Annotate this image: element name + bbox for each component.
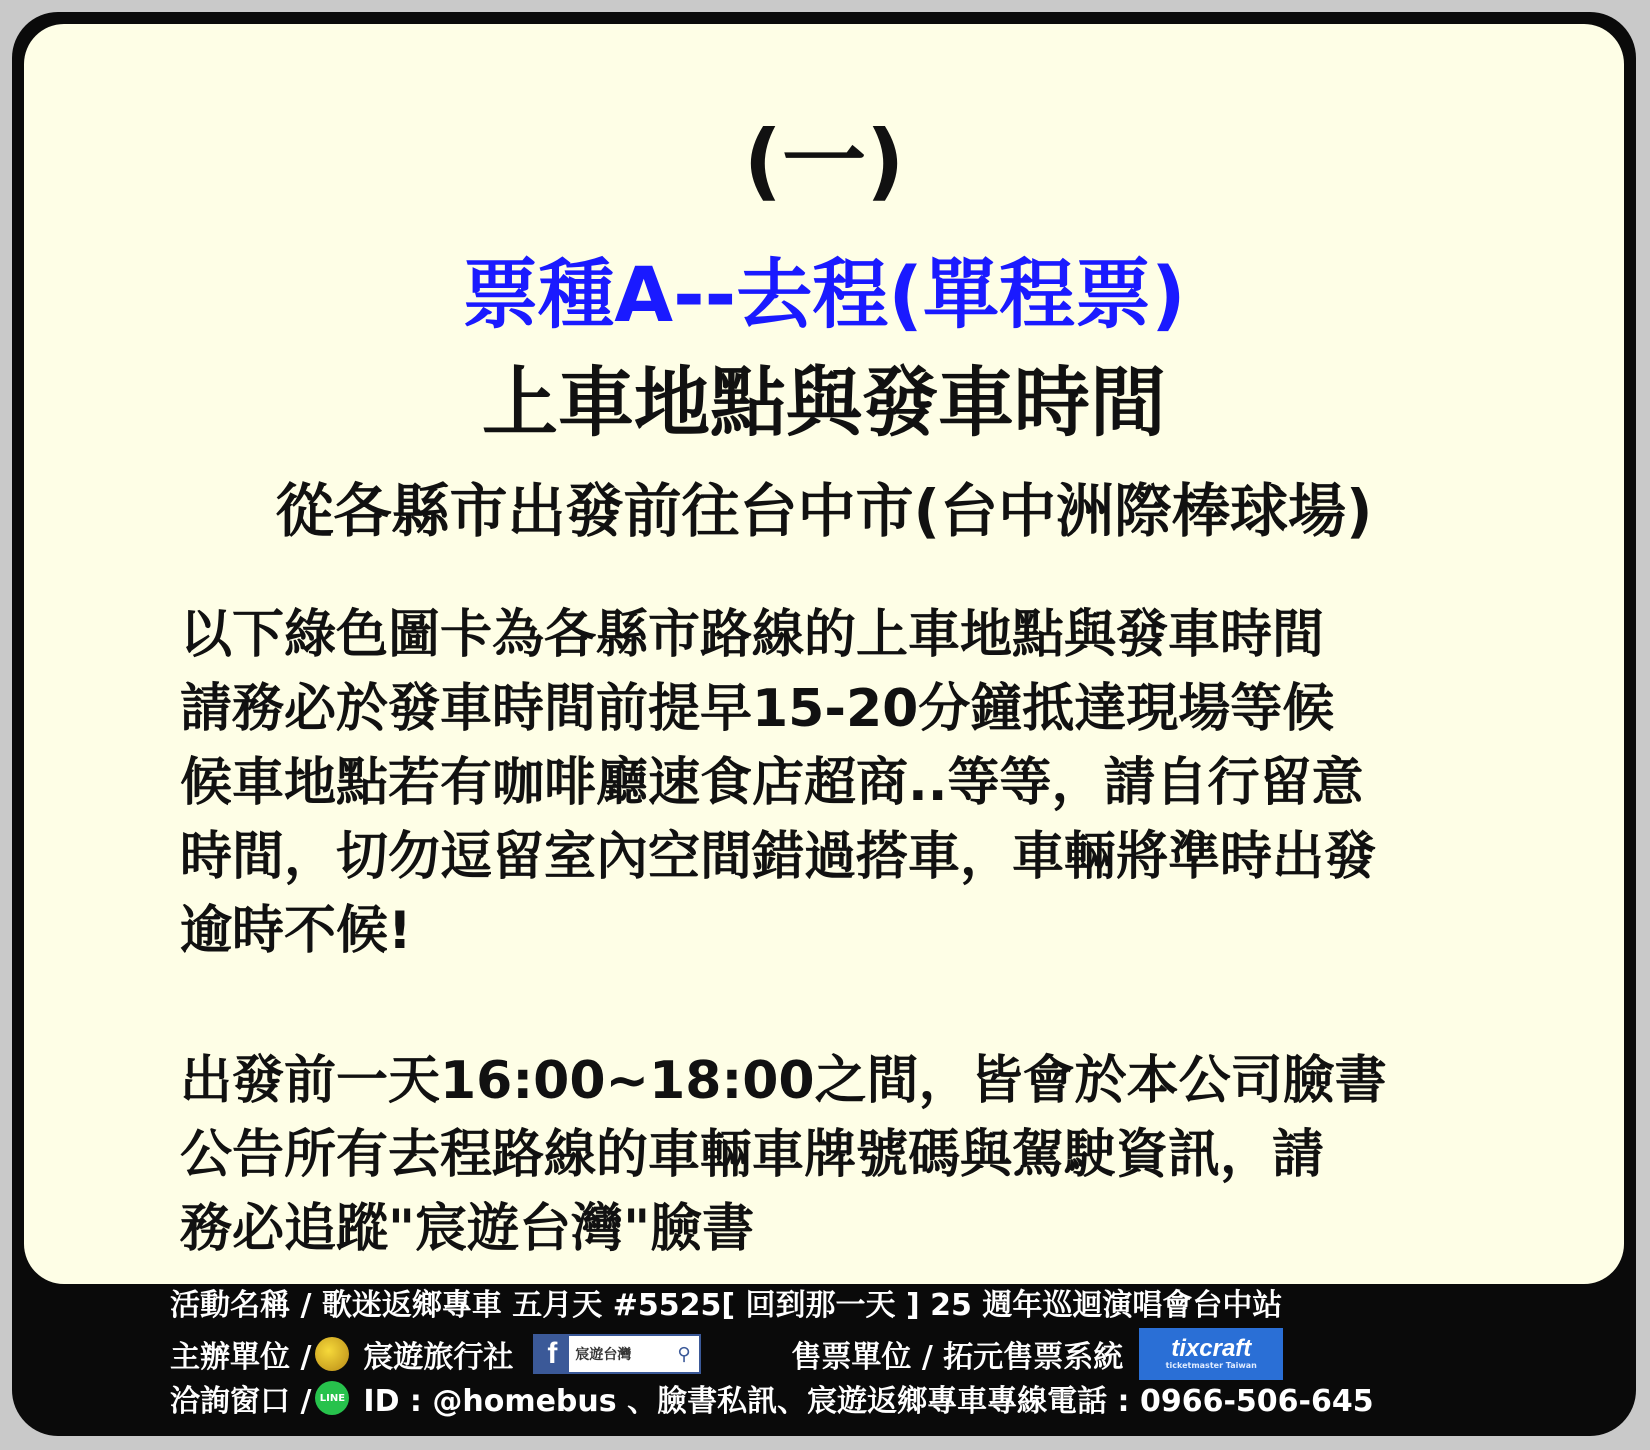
footer-contact-line <box>170 1376 1374 1420</box>
facebook-search-box[interactable] <box>533 1334 701 1374</box>
route-subtitle: 從各縣市出發前往台中市(台中洲際棒球場) <box>275 477 1373 545</box>
boarding-instructions <box>180 598 1560 968</box>
instruction-line: 以下綠色圖卡為各縣市路線的上車地點與發車時間 <box>180 605 1325 665</box>
info-panel <box>24 24 1624 1284</box>
organizer-name: 宸遊旅行社 <box>363 1340 514 1375</box>
footer-event-line <box>170 1280 1282 1324</box>
instruction-line: 候車地點若有咖啡廳速食店超商..等等，請自行留意 <box>180 753 1364 813</box>
poster-frame <box>12 12 1636 1436</box>
contact-info: ID : @homebus 、臉書私訊、宸遊返鄉專車專線電話 : 0966-506-645 <box>363 1384 1374 1419</box>
headline: 上車地點與發車時間 <box>482 358 1166 447</box>
footer-organizer-line <box>170 1328 1283 1380</box>
instruction-line: 時間，切勿逗留室內空間錯過搭車，車輛將準時出發 <box>180 827 1377 887</box>
notice-line: 公告所有去程路線的車輛車牌號碼與駕駛資訊，請 <box>180 1125 1325 1185</box>
contact-label: 洽詢窗口 / <box>170 1384 312 1419</box>
section-number: (一) <box>743 112 905 210</box>
event-name: 活動名稱 / 歌迷返鄉專車 五月天 #5525[ 回到那一天 ] 25 週年巡迴演唱會台中站 <box>170 1288 1283 1323</box>
company-logo-icon <box>315 1337 349 1371</box>
ticket-type-title: 票種A--去程(單程票) <box>462 250 1186 339</box>
instruction-line: 請務必於發車時間前提早15-20分鐘抵達現場等候 <box>180 679 1335 739</box>
ticket-vendor-label: 售票單位 / 拓元售票系統 <box>791 1340 1124 1375</box>
notice-line: 出發前一天16:00~18:00之間，皆會於本公司臉書 <box>180 1051 1387 1111</box>
facebook-icon: f <box>535 1336 569 1372</box>
instruction-line: 逾時不候! <box>180 901 412 961</box>
organizer-label: 主辦單位 / <box>170 1340 312 1375</box>
line-app-icon: LINE <box>315 1381 349 1415</box>
tixcraft-logo-subtext: ticketmaster Taiwan <box>1165 1361 1257 1370</box>
tixcraft-logo-text: tixcraft <box>1171 1335 1252 1362</box>
notice-line: 務必追蹤"宸遊台灣"臉書 <box>180 1199 755 1259</box>
facebook-notice <box>180 1044 1560 1266</box>
tixcraft-logo[interactable] <box>1139 1328 1283 1380</box>
search-icon: ⚲ <box>677 1343 691 1365</box>
facebook-search-text: 宸遊台灣 <box>575 1347 632 1363</box>
